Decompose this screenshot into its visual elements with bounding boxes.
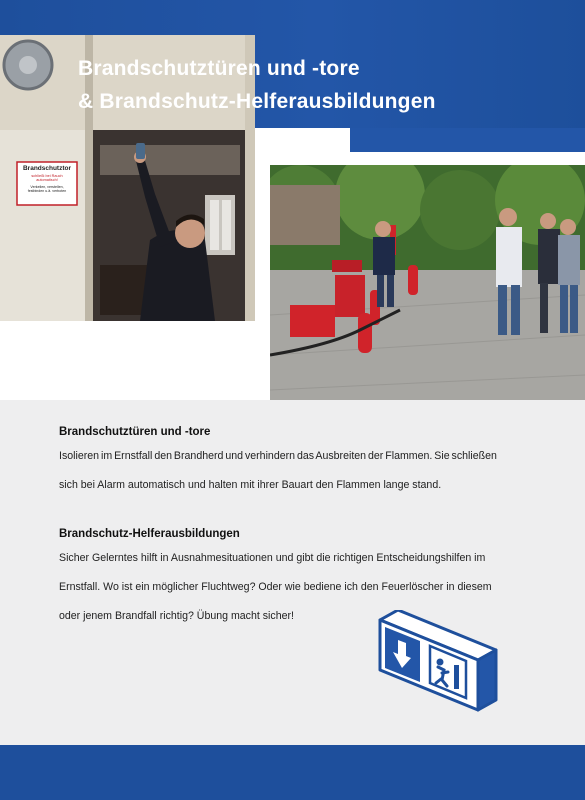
sign-title: Brandschutztor [22, 165, 72, 172]
paragraph-line: oder jenem Brandfall richtig? Übung macht sicher! [59, 610, 294, 622]
paragraph-line: Isolieren im Ernstfall den Brandherd und verhindern das Ausbreiten der Flammen. Sie schließen [59, 450, 497, 462]
page-title [78, 52, 436, 118]
header-band-extension [350, 128, 585, 152]
emergency-exit-sign-icon [378, 610, 498, 712]
title-line-1: Brandschutztüren und -tore [78, 57, 360, 80]
section-heading: Brandschutz-Helferausbildungen [59, 528, 240, 540]
section-heading: Brandschutztüren und -tore [59, 426, 211, 438]
sign-line: Verkeilen, verstellen, [30, 185, 64, 189]
photo-extinguisher-training [270, 165, 585, 400]
section-fire-doors [59, 426, 529, 500]
fire-door-sign [17, 162, 77, 205]
sign-line: festbinden u.ä. verboten [27, 189, 67, 193]
title-line-2: & Brandschutz-Helferausbildungen [78, 90, 436, 113]
paragraph-line: Sicher Gelerntes hilft in Ausnahmesituationen und gibt die richtigen Entscheidungshilfen im [59, 552, 486, 564]
paragraph-line: Ernstfall. Wo ist ein möglicher Fluchtweg? Oder wie bediene ich den Feuerlöscher in diesem [59, 581, 492, 593]
paragraph-line: sich bei Alarm automatisch und halten mit ihrer Bauart den Flammen lange stand. [59, 479, 442, 491]
footer-band [0, 745, 585, 800]
sign-line: automatisch! [36, 178, 58, 182]
sign-line: schließt bei Rauch [31, 174, 63, 178]
